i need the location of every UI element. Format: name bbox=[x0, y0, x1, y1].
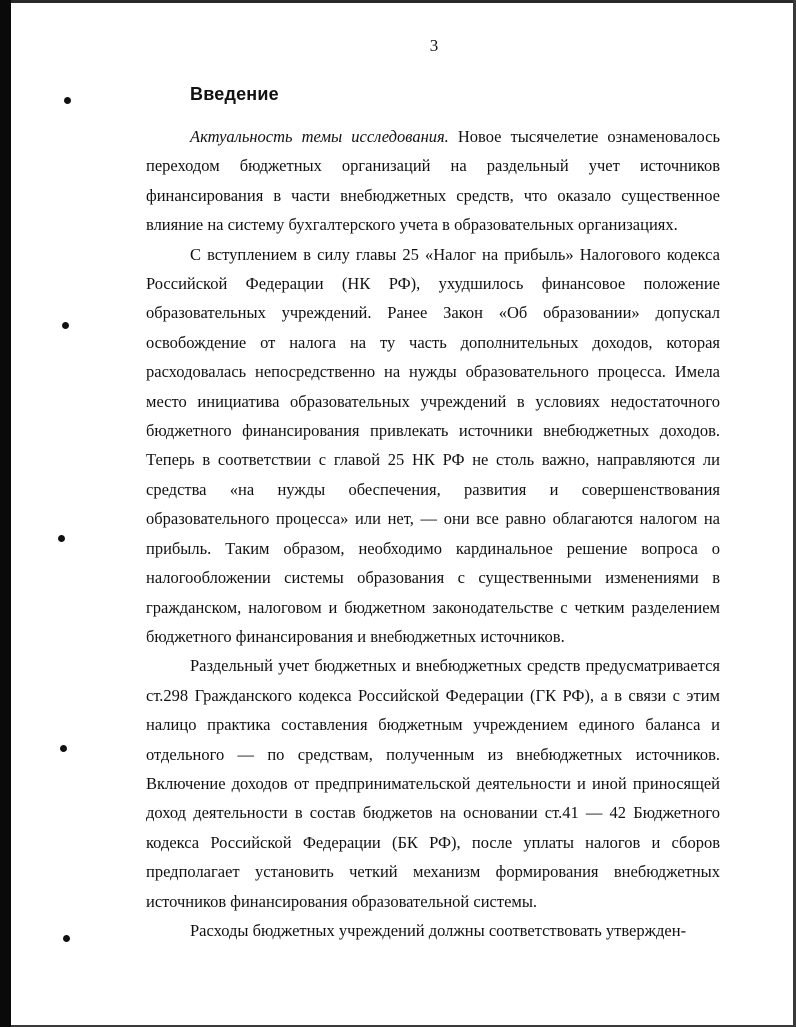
paragraph-lead: Актуальность темы исследования. bbox=[190, 127, 449, 146]
scan-left-border bbox=[0, 0, 11, 1027]
paragraph: С вступлением в силу главы 25 «Налог на прибыль» Налогового кодекса Российской Федерации (НК РФ), ухудшилось финансовое положение образовательных учреждений. Ранее Закон «Об образовании» допускал освобождение от налога на ту часть дополнительных доходов, которая расходовалась непосредственно на нужды образовательного процесса. Имела место инициатива образовательных учреждений в условиях недостаточного бюджетного финансирования привлекать источники внебюджетных доходов. Теперь в соответствии с главой 25 НК РФ не столь важно, направляются ли средства «на нужды обеспечения, развития и совершенствования образовательного процесса» или нет, — они все равно облагаются налогом на прибыль. Таким образом, необходимо кардинальное решение вопроса о налогообложении системы образования с существенными изменениями в гражданском, налоговом и бюджетном законодательстве с четким разделением бюджетного финансирования и внебюджетных источников. bbox=[146, 244, 720, 646]
binding-hole-mark bbox=[62, 322, 69, 329]
binding-hole-mark bbox=[60, 745, 67, 752]
scan-top-border bbox=[11, 0, 796, 3]
paragraph: Расходы бюджетных учреждений должны соответствовать утвержден- bbox=[190, 920, 687, 940]
paragraph-text: Новое тысячелетие ознаменовалось переходом бюджетных организаций на раздельный учет источников финансирования в части внебюджетных средств, что оказало существенное влияние на систему бухгалтерского учета в образовательных организациях. bbox=[146, 127, 720, 235]
binding-hole-mark bbox=[64, 97, 71, 104]
paragraph: Раздельный учет бюджетных и внебюджетных средств предусматривается ст.298 Гражданского кодекса Российской Федерации (ГК РФ), а в связи с этим налицо практика составления бюджетным учреждением единого баланса и отдельного — по средствам, полученным из внебюджетных источников. Включение доходов от предпринимательской деятельности и иной приносящей доход деятельности в состав бюджетов на основании ст.41 — 42 Бюджетного кодекса Российской Федерации (БК РФ), после уплаты налогов и сборов предполагает установить четкий механизм формирования внебюджетных источников финансирования образовательной системы. bbox=[146, 656, 720, 911]
paragraph bbox=[146, 122, 720, 240]
body-text bbox=[146, 122, 720, 945]
section-heading: Введение bbox=[190, 84, 279, 104]
binding-hole-mark bbox=[58, 535, 65, 542]
binding-hole-mark bbox=[63, 935, 70, 942]
page-number: 3 bbox=[429, 36, 439, 55]
